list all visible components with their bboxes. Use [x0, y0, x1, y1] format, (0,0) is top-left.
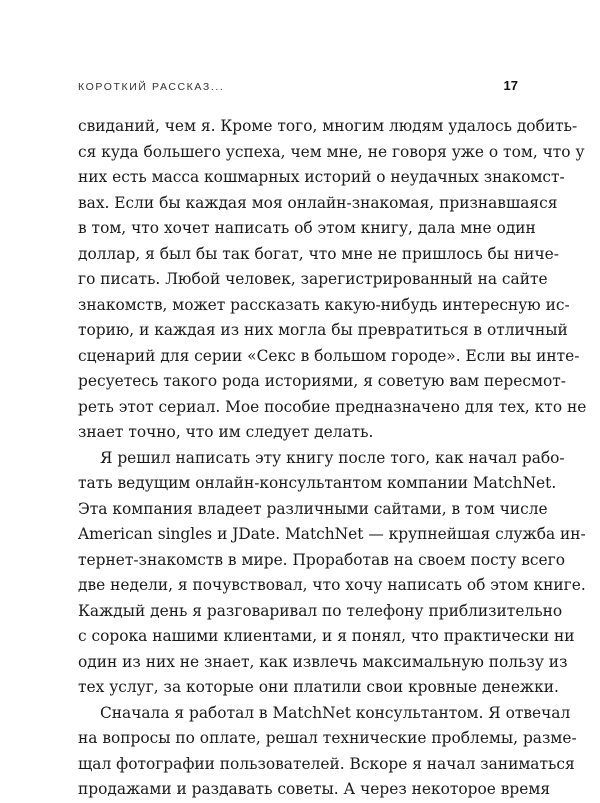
- text-line: один из них не знает, как извлечь максимальную пользу из: [78, 652, 568, 671]
- text-line: реть этот сериал. Мое пособие предназначено для тех, кто не: [78, 397, 587, 416]
- text-line: две недели, я почувствовал, что хочу написать об этом книге.: [78, 576, 586, 594]
- paragraph: [78, 446, 586, 701]
- text-line: го писать. Любой человек, зарегистрированный на сайте: [78, 270, 548, 288]
- text-line: в том, что хочет написать об этом книгу, дала мне один: [78, 219, 536, 237]
- text-line: них есть масса кошмарных историй о неудачных знакомст-: [78, 168, 565, 186]
- text-line: продажами и раздавать советы. А через некоторое время: [78, 780, 551, 798]
- text-line: American singles и JDate. MatchNet — крупнейшая служба ин-: [78, 525, 586, 543]
- paragraph: [78, 114, 587, 446]
- running-head: [78, 78, 518, 93]
- text-line: Я решил написать эту книгу после того, как начал рабо-: [100, 448, 565, 467]
- text-line: ресуетесь такого рода историями, я советую вам пересмот-: [78, 372, 566, 390]
- text-line: тернет-знакомств в мире. Проработав на своем посту всего: [78, 550, 565, 569]
- text-line: на вопросы по оплате, решал технические проблемы, разме-: [78, 729, 577, 747]
- text-line: щал фотографии пользователей. Вскоре я начал заниматься: [78, 754, 575, 773]
- text-line: сценарий для серии «Секс в большом городе». Если вы инте-: [78, 346, 580, 365]
- paragraph: [78, 701, 577, 803]
- page-number: 17: [503, 78, 518, 93]
- text-line: тех услуг, за которые они платили свои кровные денежки.: [78, 678, 559, 696]
- text-line: с сорока нашими клиентами, и я понял, что практически ни: [78, 627, 575, 645]
- body-text: [78, 114, 587, 803]
- text-line: ся куда большего успеха, чем мне, не говоря уже о том, что у: [78, 142, 585, 161]
- chapter-title: КОРОТКИЙ РАССКАЗ...: [78, 81, 225, 93]
- text-line: свиданий, чем я. Кроме того, многим людям удалось добить-: [78, 117, 578, 135]
- text-line: доллар, я был бы так богат, что мне не пришлось бы ниче-: [78, 244, 559, 263]
- text-line: знает точно, что им следует делать.: [78, 423, 374, 441]
- text-line: Каждый день я разговаривал по телефону приблизительно: [78, 601, 563, 620]
- text-line: торию, и каждая из них могла бы превратиться в отличный: [78, 321, 568, 339]
- text-line: Эта компания владеет различными сайтами, в том числе: [78, 499, 548, 518]
- text-line: тать ведущим онлайн-консультантом компании MatchNet.: [78, 474, 557, 492]
- text-line: знакомств, может рассказать какую-нибудь интересную ис-: [78, 295, 570, 314]
- text-line: Сначала я работал в MatchNet консультантом. Я отвечал: [100, 703, 571, 722]
- text-line: вах. Если бы каждая моя онлайн-знакомая, признавшаяся: [78, 193, 558, 212]
